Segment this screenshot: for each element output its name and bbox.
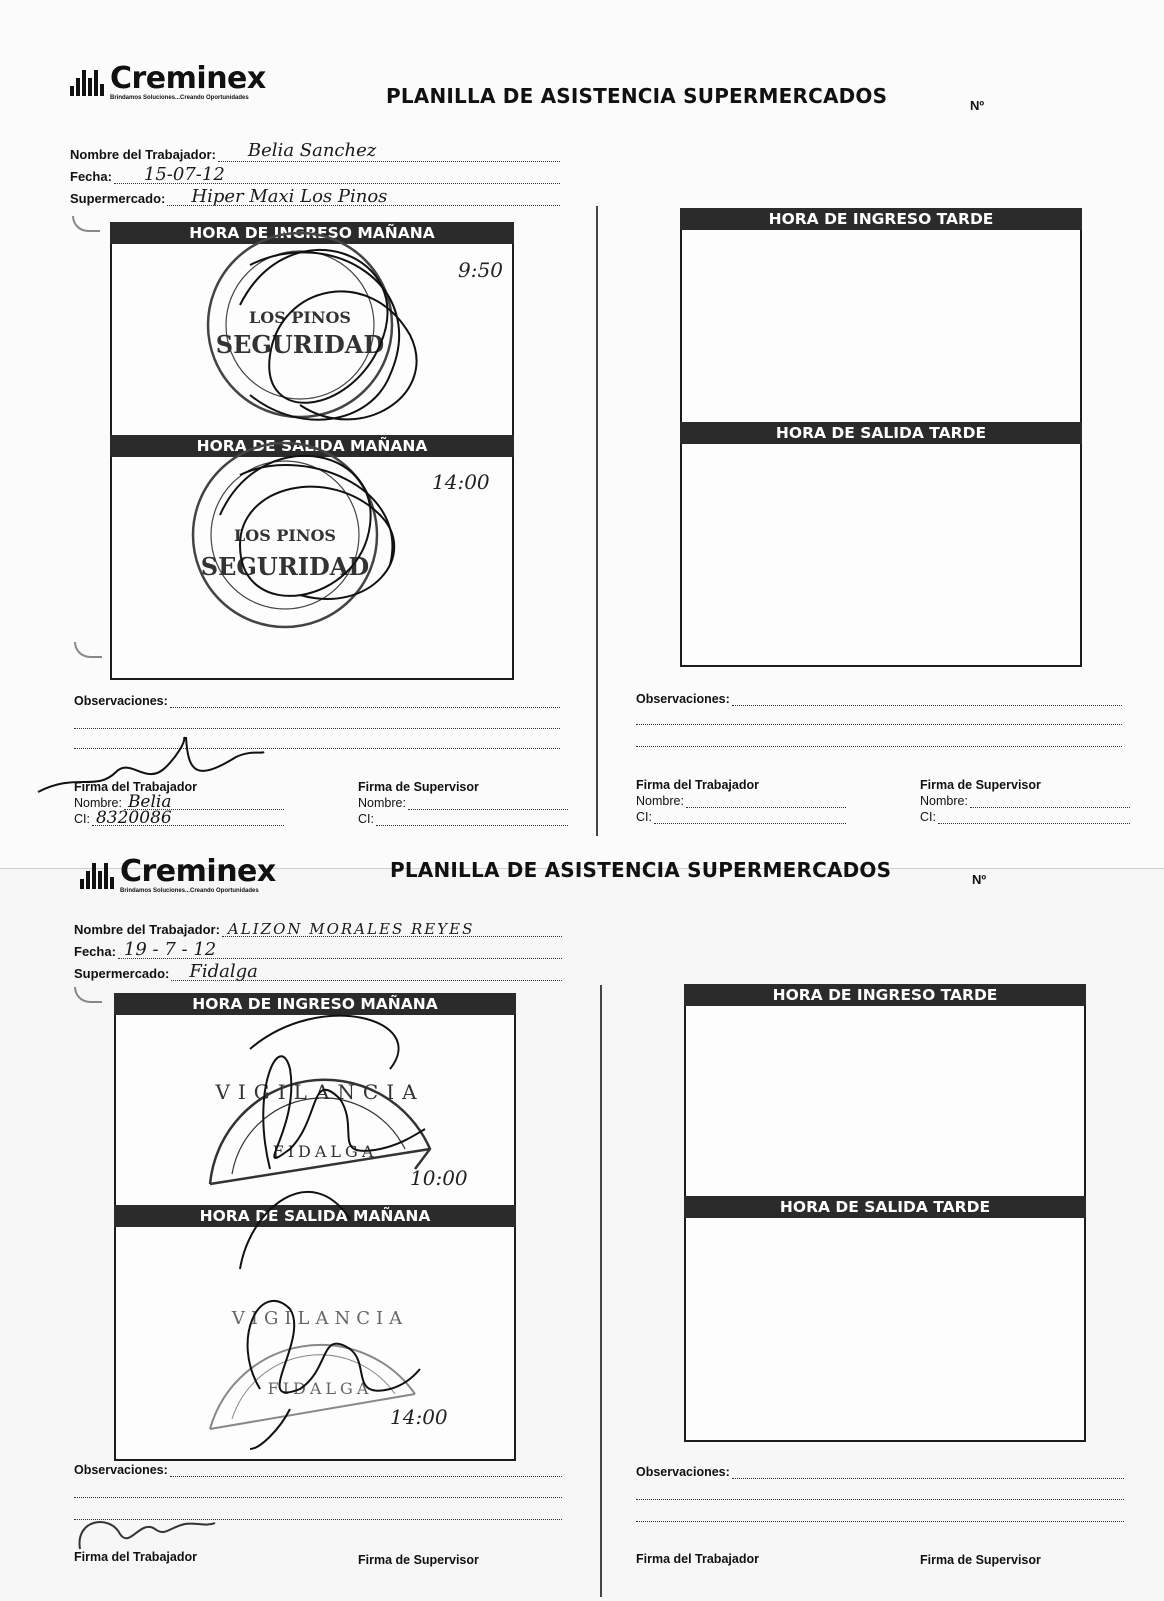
date-field[interactable]: Fecha: 15-07-12	[70, 164, 560, 184]
punch-hole-mark	[72, 216, 100, 232]
supervisor-signature-block-afternoon: Firma de Supervisor Nombre: CI:	[920, 778, 1130, 824]
supermarket-value: Hiper Maxi Los Pinos	[191, 186, 388, 207]
worker-signature-block-afternoon: Firma del Trabajador	[636, 1552, 759, 1566]
stamp-text: VIGILANCIA	[215, 1080, 425, 1104]
signer-name-value: Belia	[127, 792, 172, 812]
form-number-label: Nº	[972, 872, 987, 887]
date-value: 15-07-12	[143, 164, 225, 185]
morning-out-header: HORA DE SALIDA MAÑANA	[114, 1205, 516, 1227]
punch-hole-mark	[74, 987, 102, 1003]
observations-line	[636, 724, 1122, 725]
worker-name-field[interactable]: Nombre del Trabajador: Belia Sanchez	[70, 142, 560, 162]
observations-field-left[interactable]: Observaciones:	[74, 1463, 562, 1477]
form-number-label: Nº	[970, 98, 985, 113]
worker-name-field[interactable]: Nombre del Trabajador: ALIZON MORALES REYES	[74, 917, 562, 937]
supermarket-field[interactable]: Supermercado: Hiper Maxi Los Pinos	[70, 186, 560, 206]
column-divider	[600, 985, 602, 1597]
stamp-text: FIDALGA	[272, 1142, 378, 1161]
observations-line	[636, 1499, 1124, 1500]
observations-line	[74, 1519, 562, 1520]
worker-signature-block: Firma del Trabajador	[74, 1550, 197, 1564]
morning-in-header: HORA DE INGRESO MAÑANA	[110, 222, 514, 244]
observations-field-left[interactable]: Observaciones:	[74, 694, 560, 708]
stamp-text: LOS PINOS	[234, 526, 336, 545]
morning-out-time: 14:00	[432, 470, 490, 494]
stamp-text: FIDALGA	[267, 1379, 373, 1398]
worker-name-value: Belia Sanchez	[247, 140, 377, 161]
stamp-text: LOS PINOS	[249, 308, 351, 327]
date-field[interactable]: Fecha: 19 - 7 - 12	[74, 939, 562, 959]
afternoon-in-header: HORA DE INGRESO TARDE	[684, 984, 1086, 1006]
signer-ci-value: 8320086	[95, 808, 172, 828]
form-title: PLANILLA DE ASISTENCIA SUPERMERCADOS	[386, 84, 888, 108]
creminex-logo	[80, 854, 276, 895]
stamp-text: SEGURIDAD	[215, 330, 385, 359]
punch-hole-mark	[74, 642, 102, 658]
morning-in-time: 10:00	[410, 1166, 468, 1190]
afternoon-out-header: HORA DE SALIDA TARDE	[684, 1196, 1086, 1218]
observations-field-right[interactable]: Observaciones:	[636, 1465, 1124, 1479]
form-title: PLANILLA DE ASISTENCIA SUPERMERCADOS	[390, 858, 892, 882]
logo-tagline: Brindamos Soluciones...Creando Oportunidades	[110, 95, 249, 101]
morning-out-header: HORA DE SALIDA MAÑANA	[110, 435, 514, 457]
morning-out-time: 14:00	[390, 1405, 448, 1429]
creminex-logo	[70, 61, 266, 102]
observations-line	[636, 1521, 1124, 1522]
observations-line	[636, 746, 1122, 747]
afternoon-out-header: HORA DE SALIDA TARDE	[680, 422, 1082, 444]
supervisor-signature-block: Firma de Supervisor Nombre: CI:	[358, 780, 568, 826]
logo-name: Creminex	[110, 61, 266, 96]
worker-signature-block-afternoon: Firma del Trabajador Nombre: CI:	[636, 778, 846, 824]
worker-name-value: ALIZON MORALES REYES	[227, 920, 475, 938]
stamp-text: VIGILANCIA	[231, 1308, 409, 1329]
supermarket-value: Fidalga	[189, 961, 258, 982]
logo-bars-icon	[80, 863, 114, 889]
observations-line	[74, 1497, 562, 1498]
worker-signature-block: Firma del Trabajador Nombre: Belia CI: 8320086	[74, 780, 284, 826]
stamp-text: SEGURIDAD	[200, 552, 370, 581]
logo-tagline: Brindamos Soluciones...Creando Oportunidades	[120, 888, 259, 894]
observations-field-right[interactable]: Observaciones:	[636, 692, 1122, 706]
supervisor-signature-block: Firma de Supervisor	[358, 1553, 479, 1567]
supermarket-field[interactable]: Supermercado: Fidalga	[74, 961, 562, 981]
logo-bars-icon	[70, 70, 104, 96]
attendance-sheet-2	[0, 854, 1164, 1601]
afternoon-in-header: HORA DE INGRESO TARDE	[680, 208, 1082, 230]
morning-box	[114, 993, 516, 1461]
morning-in-time: 9:50	[458, 258, 503, 282]
observations-line	[74, 748, 560, 749]
logo-name: Creminex	[120, 854, 276, 889]
observations-line	[74, 728, 560, 729]
column-divider	[596, 206, 598, 836]
supervisor-signature-block-afternoon: Firma de Supervisor	[920, 1553, 1041, 1567]
morning-in-header: HORA DE INGRESO MAÑANA	[114, 993, 516, 1015]
date-value: 19 - 7 - 12	[123, 939, 217, 960]
